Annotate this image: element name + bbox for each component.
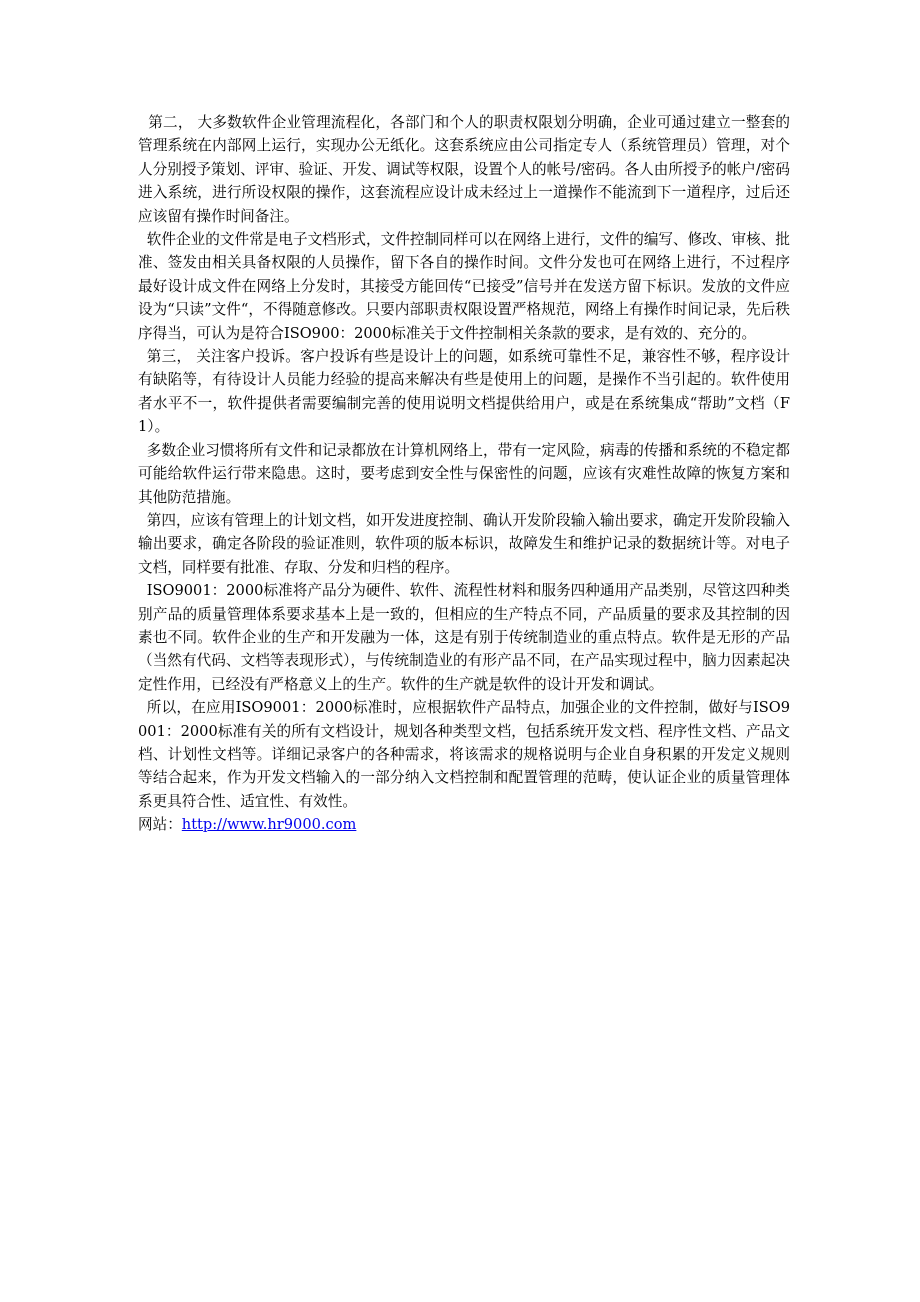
paragraph-security: 多数企业习惯将所有文件和记录都放在计算机网络上，带有一定风险，病毒的传播和系统的不稳定都可能给软件运行带来隐患。这时，要考虑到安全性与保密性的问题，应该有灾难性故障的恢复方案和其他防范措施。 [138,441,790,506]
document-body [138,111,790,837]
website-line [138,813,790,836]
website-link[interactable]: http://www.hr9000.com [181,816,357,834]
paragraph-second-point: 第二， 大多数软件企业管理流程化，各部门和个人的职责权限划分明确，企业可通过建立一整套的管理系统在内部网上运行，实现办公无纸化。这套系统应由公司指定专人（系统管理员）管理，对个人分别授予策划、评审、验证、开发、调试等权限，设置个人的帐号/密码。各人由所授予的帐户/密码进入系统，进行所设权限的操作，这套流程应设计成未经过上一道操作不能流到下一道程序，过后还应该留有操作时间备注。 [138,114,790,225]
paragraph-third-point: 第三， 关注客户投诉。客户投诉有些是设计上的问题，如系统可靠性不足，兼容性不够，程序设计有缺陷等，有待设计人员能力经验的提高来解决有些是使用上的问题，是操作不当引起的。软件使用者水平不一，软件提供者需要编制完善的使用说明文档提供给用户，或是在系统集成“帮助”文档（F1）。 [138,348,790,436]
paragraph-fourth-point: 第四，应该有管理上的计划文档，如开发进度控制、确认开发阶段输入输出要求，确定开发阶段输入输出要求，确定各阶段的验证准则，软件项的版本标识，故障发生和维护记录的数据统计等。对电子文档，同样要有批准、存取、分发和归档的程序。 [138,511,790,576]
paragraph-iso-categories: ISO9001：2000标准将产品分为硬件、软件、流程性材料和服务四种通用产品类别，尽管这四种类别产品的质量管理体系要求基本上是一致的，但相应的生产特点不同，产品质量的要求及其控制的因素也不同。软件企业的生产和开发融为一体，这是有别于传统制造业的重点特点。软件是无形的产品（当然有代码、文档等表现形式），与传统制造业的有形产品不同，在产品实现过程中，脑力因素起决定性作用，已经没有严格意义上的生产。软件的生产就是软件的设计开发和调试。 [138,582,790,693]
paragraph-conclusion: 所以，在应用ISO9001：2000标准时，应根据软件产品特点，加强企业的文件控制，做好与ISO9001：2000标准有关的所有文档设计，规划各种类型文档，包括系统开发文档、程序性文档、产品文档、计划性文档等。详细记录客户的各种需求，将该需求的规格说明与企业自身积累的开发定义规则等结合起来，作为开发文档输入的一部分纳入文档控制和配置管理的范畴，使认证企业的质量管理体系更具符合性、适宜性、有效性。 [138,699,790,810]
paragraph-document-control: 软件企业的文件常是电子文档形式，文件控制同样可以在网络上进行，文件的编写、修改、审核、批准、签发由相关具备权限的人员操作，留下各自的操作时间。文件分发也可在网络上进行，不过程序最好设计成文件在网络上分发时，其接受方能回传“已接受”信号并在发送方留下标识。发放的文件应设为“只读”文件“，不得随意修改。只要内部职责权限设置严格规范，网络上有操作时间记录，先后秩序得当，可认为是符合ISO900：2000标准关于文件控制相关条款的要求，是有效的、充分的。 [138,231,790,342]
website-label: 网站： [138,816,182,834]
